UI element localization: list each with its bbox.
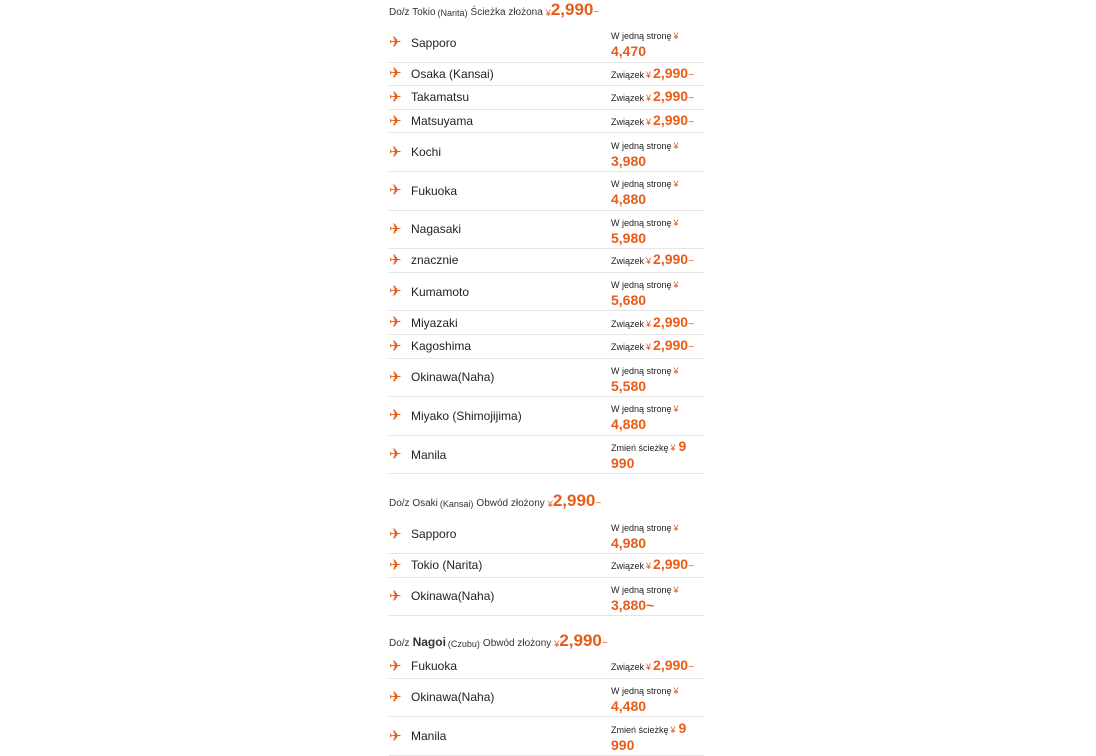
fare-amount: 2,990 — [653, 313, 689, 330]
route-city[interactable]: Takamatsu — [411, 90, 470, 105]
plane-icon: ✈ — [389, 283, 402, 301]
route-city[interactable]: Fukuoka — [411, 659, 458, 674]
route-city[interactable]: znacznie — [411, 253, 459, 268]
route-row[interactable] — [389, 311, 704, 335]
fare-type-label: W jedną stronę — [611, 179, 672, 190]
route-city[interactable]: Manila — [411, 729, 447, 744]
route-price — [611, 721, 704, 752]
route-list — [389, 24, 704, 474]
route-city[interactable]: Kumamoto — [411, 284, 470, 299]
fare-amount: 2,990 — [653, 657, 689, 674]
route-city[interactable]: Sapporo — [411, 35, 457, 50]
route-row[interactable] — [389, 397, 704, 436]
fare-type-label: Związek — [611, 69, 645, 80]
fare-type-label: W jedną stronę — [611, 584, 672, 595]
plane-icon: ✈ — [389, 727, 402, 745]
section-osaka — [389, 491, 704, 616]
yen-symbol: ¥ — [646, 662, 652, 673]
route-row[interactable] — [389, 359, 704, 398]
plane-icon: ✈ — [389, 525, 402, 543]
fare-type-label: Zmień ścieżkę — [611, 724, 669, 735]
route-row[interactable] — [389, 335, 704, 359]
header-yen: ¥ — [545, 8, 551, 18]
section-header — [389, 0, 704, 18]
yen-symbol: ¥ — [646, 342, 652, 353]
header-city: Do/z Osaki — [389, 498, 438, 510]
header-price: 2,990 — [559, 631, 602, 651]
yen-symbol: ¥ — [646, 561, 652, 572]
fare-amount: 990 — [611, 455, 635, 472]
fare-amount: 4,880 — [611, 416, 647, 433]
fare-amount: 3,880~ — [611, 596, 655, 613]
yen-symbol: ¥ — [673, 280, 679, 291]
route-row[interactable] — [389, 578, 704, 617]
route-price — [611, 137, 704, 168]
route-row[interactable] — [389, 679, 704, 718]
yen-symbol: ¥ — [673, 179, 679, 190]
route-city[interactable]: Miyako (Shimojijima) — [411, 408, 522, 423]
route-price — [611, 439, 704, 470]
section-header — [389, 491, 704, 509]
header-city: Nagoi — [412, 635, 446, 650]
fare-amount: 990 — [611, 736, 635, 753]
yen-symbol: ¥ — [670, 443, 676, 454]
yen-symbol: ¥ — [673, 522, 679, 533]
plane-icon: ✈ — [389, 368, 402, 386]
header-tilde: ~ — [593, 7, 600, 18]
plane-icon: ✈ — [389, 220, 402, 238]
route-price — [611, 27, 704, 58]
route-row[interactable] — [389, 24, 704, 63]
route-row[interactable] — [389, 172, 704, 211]
route-city[interactable]: Sapporo — [411, 527, 457, 542]
header-price: 2,990 — [552, 491, 596, 511]
route-row[interactable] — [389, 211, 704, 250]
fare-amount: 2,990 — [653, 88, 689, 105]
fare-type-label: Związek — [611, 318, 645, 329]
yen-symbol: ¥ — [646, 256, 652, 267]
route-row[interactable] — [389, 655, 704, 679]
fare-tilde: ~ — [688, 117, 694, 129]
fare-amount: 4,480 — [611, 697, 647, 714]
plane-icon: ✈ — [389, 314, 402, 332]
yen-symbol: ¥ — [646, 93, 652, 104]
fare-type-label: W jedną stronę — [611, 217, 672, 228]
plane-icon: ✈ — [389, 65, 402, 83]
route-row[interactable] — [389, 554, 704, 578]
route-row[interactable] — [389, 273, 704, 312]
header-tilde: ~ — [595, 498, 602, 510]
fare-type-label: Związek — [611, 662, 645, 673]
plane-icon: ✈ — [389, 112, 402, 130]
header-city: Do/z Tokio — [389, 7, 436, 18]
fare-tilde: ~ — [688, 318, 694, 330]
fare-tilde: ~ — [688, 662, 694, 674]
section-header — [389, 631, 704, 649]
fare-amount: 2,990 — [653, 112, 689, 129]
plane-icon: ✈ — [389, 88, 402, 106]
route-price — [611, 557, 704, 573]
route-row[interactable] — [389, 63, 704, 87]
route-row[interactable] — [389, 717, 704, 756]
fare-amount: 5,580 — [611, 377, 647, 394]
route-price — [611, 658, 704, 674]
route-price — [611, 113, 704, 129]
header-tilde: ~ — [601, 638, 608, 650]
route-city[interactable]: Okinawa(Naha) — [411, 690, 495, 705]
route-price — [611, 400, 704, 431]
fare-amount: 2,990 — [653, 251, 689, 268]
fare-amount: 4,980 — [611, 534, 647, 551]
plane-icon: ✈ — [389, 143, 402, 161]
route-city[interactable]: Osaka (Kansai) — [411, 66, 494, 81]
fare-type-label: W jedną stronę — [611, 140, 672, 151]
route-city[interactable]: Kochi — [411, 145, 442, 160]
yen-symbol: ¥ — [673, 685, 679, 696]
fare-tilde: ~ — [688, 256, 694, 268]
yen-symbol: ¥ — [673, 365, 679, 376]
fare-tilde: ~ — [688, 93, 694, 105]
route-city[interactable]: Matsuyama — [411, 114, 474, 129]
plane-icon: ✈ — [389, 587, 402, 605]
yen-symbol: ¥ — [646, 318, 652, 329]
fare-type-label: Związek — [611, 117, 645, 128]
fare-tilde: ~ — [688, 342, 694, 354]
route-row[interactable] — [389, 436, 704, 475]
route-price — [611, 362, 704, 393]
plane-icon: ✈ — [389, 407, 402, 425]
fare-type-label: W jedną stronę — [611, 685, 672, 696]
header-sub: (Narita) — [437, 8, 468, 18]
fare-amount: 4,470 — [611, 43, 647, 60]
route-city[interactable]: Fukuoka — [411, 183, 458, 198]
plane-icon: ✈ — [389, 34, 402, 52]
fare-amount: 3,980 — [611, 152, 647, 169]
fare-type-label: Związek — [611, 342, 645, 353]
route-price — [611, 315, 704, 331]
route-row[interactable] — [389, 249, 704, 273]
plane-icon: ✈ — [389, 688, 402, 706]
fare-amount: 5,680 — [611, 292, 647, 309]
fare-type-label: Związek — [611, 561, 645, 572]
fare-amount: 2,990 — [653, 556, 689, 573]
fare-type-label: W jedną stronę — [611, 522, 672, 533]
route-price — [611, 66, 704, 82]
section-nagoya — [389, 631, 704, 756]
yen-symbol: ¥ — [673, 404, 679, 415]
fare-tilde: ~ — [688, 561, 694, 573]
header-city-prefix: Do/z — [389, 638, 410, 650]
fare-type-label: W jedną stronę — [611, 404, 672, 415]
plane-icon: ✈ — [389, 446, 402, 464]
route-price — [611, 519, 704, 550]
header-sub: (Kansai) — [439, 499, 474, 510]
fare-amount-head: 9 — [678, 438, 687, 455]
route-row[interactable] — [389, 515, 704, 554]
fare-type-label: Związek — [611, 93, 645, 104]
plane-icon: ✈ — [389, 251, 402, 269]
fare-type-label: Związek — [611, 256, 645, 267]
yen-symbol: ¥ — [670, 724, 676, 735]
fare-amount-head: 9 — [678, 719, 687, 736]
route-list — [389, 655, 704, 756]
fare-tilde: ~ — [688, 69, 694, 81]
fare-type-label: W jedną stronę — [611, 31, 672, 42]
route-list — [389, 515, 704, 616]
fare-amount: 4,880 — [611, 191, 647, 208]
route-city[interactable]: Manila — [411, 447, 447, 462]
fare-type-label: W jedną stronę — [611, 280, 672, 291]
fare-amount: 2,990 — [653, 337, 689, 354]
header-yen: ¥ — [554, 639, 560, 650]
route-price — [611, 89, 704, 105]
route-price — [611, 252, 704, 268]
yen-symbol: ¥ — [673, 217, 679, 228]
fare-amount: 5,980 — [611, 229, 647, 246]
route-city[interactable]: Okinawa(Naha) — [411, 370, 495, 385]
header-type: Obwód złożony — [476, 498, 545, 510]
route-city[interactable]: Nagasaki — [411, 222, 462, 237]
fare-list — [389, 0, 704, 756]
fare-type-label: W jedną stronę — [611, 365, 672, 376]
yen-symbol: ¥ — [673, 584, 679, 595]
route-city[interactable]: Okinawa(Naha) — [411, 589, 495, 604]
header-price: 2,990 — [550, 0, 594, 19]
plane-icon: ✈ — [389, 182, 402, 200]
route-price — [611, 338, 704, 354]
plane-icon: ✈ — [389, 337, 402, 355]
plane-icon: ✈ — [389, 556, 402, 574]
section-tokyo — [389, 0, 704, 474]
yen-symbol: ¥ — [673, 140, 679, 151]
yen-symbol: ¥ — [646, 69, 652, 80]
route-price — [611, 682, 704, 713]
route-city[interactable]: Kagoshima — [411, 339, 472, 354]
route-price — [611, 276, 704, 307]
header-yen: ¥ — [547, 499, 553, 510]
route-row[interactable] — [389, 110, 704, 134]
route-price — [611, 214, 704, 245]
yen-symbol: ¥ — [673, 31, 679, 42]
plane-icon: ✈ — [389, 657, 402, 675]
route-price — [611, 581, 704, 612]
route-row[interactable] — [389, 133, 704, 172]
route-price — [611, 175, 704, 206]
header-type: Ścieżka złożona — [470, 7, 543, 18]
route-row[interactable] — [389, 86, 704, 110]
fare-type-label: Zmień ścieżkę — [611, 443, 669, 454]
fare-amount: 2,990 — [653, 64, 689, 81]
route-city[interactable]: Miyazaki — [411, 315, 458, 330]
yen-symbol: ¥ — [646, 117, 652, 128]
header-sub: (Czubu) — [447, 639, 480, 650]
route-city[interactable]: Tokio (Narita) — [411, 558, 483, 573]
header-type: Obwód złożony — [482, 638, 552, 650]
